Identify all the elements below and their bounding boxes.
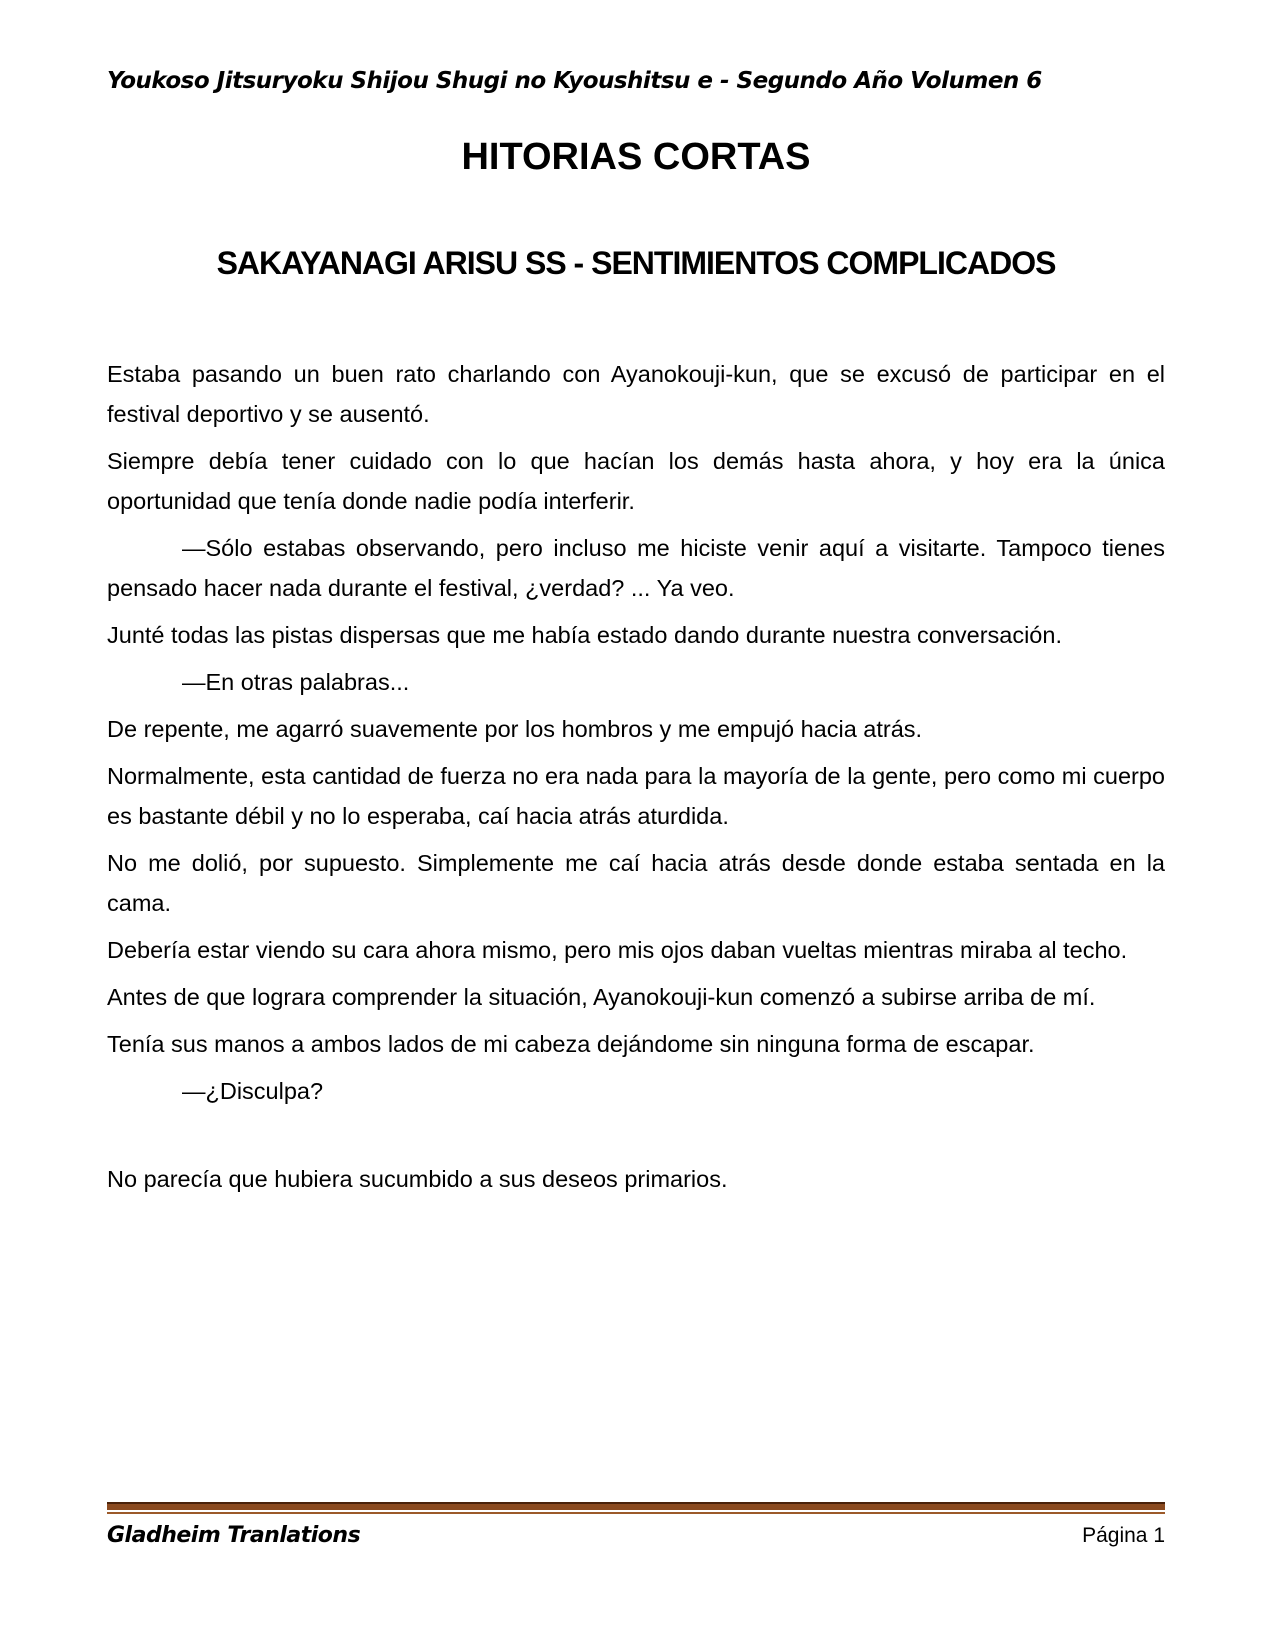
page-title: HITORIAS CORTAS [461,136,811,178]
footer-rule [107,1502,1165,1514]
paragraph: No me dolió, por supuesto. Simplemente me caí hacia atrás desde donde estaba sentada en la cama. [107,850,1165,916]
paragraph: No parecía que hubiera sucumbido a sus deseos primarios. [107,1166,728,1192]
story-subtitle: SAKAYANAGI ARISU SS - SENTIMIENTOS COMPLICADOS [216,245,1056,281]
paragraph: Antes de que lograra comprender la situación, Ayanokouji-kun comenzó a subirse arriba de mí. [107,984,1096,1010]
paragraph: Estaba pasando un buen rato charlando con Ayanokouji-kun, que se excusó de participar en el festival deportivo y se ausentó. [107,361,1165,427]
paragraph: Normalmente, esta cantidad de fuerza no era nada para la mayoría de la gente, pero como mi cuerpo es bastante débil y no lo esperaba, caí hacia atrás aturdida. [107,763,1165,829]
dialogue-paragraph: —En otras palabras... [182,669,410,695]
page-footer [107,1502,1165,1548]
paragraph: Siempre debía tener cuidado con lo que hacían los demás hasta ahora, y hoy era la única oportunidad que tenía donde nadie podía interferir. [107,448,1165,514]
story-body [107,354,1165,1199]
paragraph: De repente, me agarró suavemente por los hombros y me empujó hacia atrás. [107,716,923,742]
paragraph: Junté todas las pistas dispersas que me había estado dando durante nuestra conversación. [107,622,1062,648]
footer-rule-thin-line [107,1512,1165,1514]
dialogue-paragraph: —¿Disculpa? [182,1078,324,1104]
footer-rule-thick-line [107,1502,1165,1510]
footer-page-number: Página 1 [1082,1524,1165,1547]
paragraph: Debería estar viendo su cara ahora mismo, pero mis ojos daban vueltas mientras miraba al techo. [107,937,1128,963]
page-header-series-title: Youkoso Jitsuryoku Shijou Shugi no Kyoushitsu e - Segundo Año Volumen 6 [107,68,1042,94]
paragraph: Tenía sus manos a ambos lados de mi cabeza dejándome sin ninguna forma de escapar. [107,1031,1035,1057]
dialogue-paragraph: —Sólo estabas observando, pero incluso me hiciste venir aquí a visitarte. Tampoco tienes pensado hacer nada durante el festival, ¿verdad? ... Ya veo. [107,535,1165,601]
footer-translator-name: Gladheim Tranlations [107,1523,361,1548]
footer-text-row [107,1523,1165,1548]
